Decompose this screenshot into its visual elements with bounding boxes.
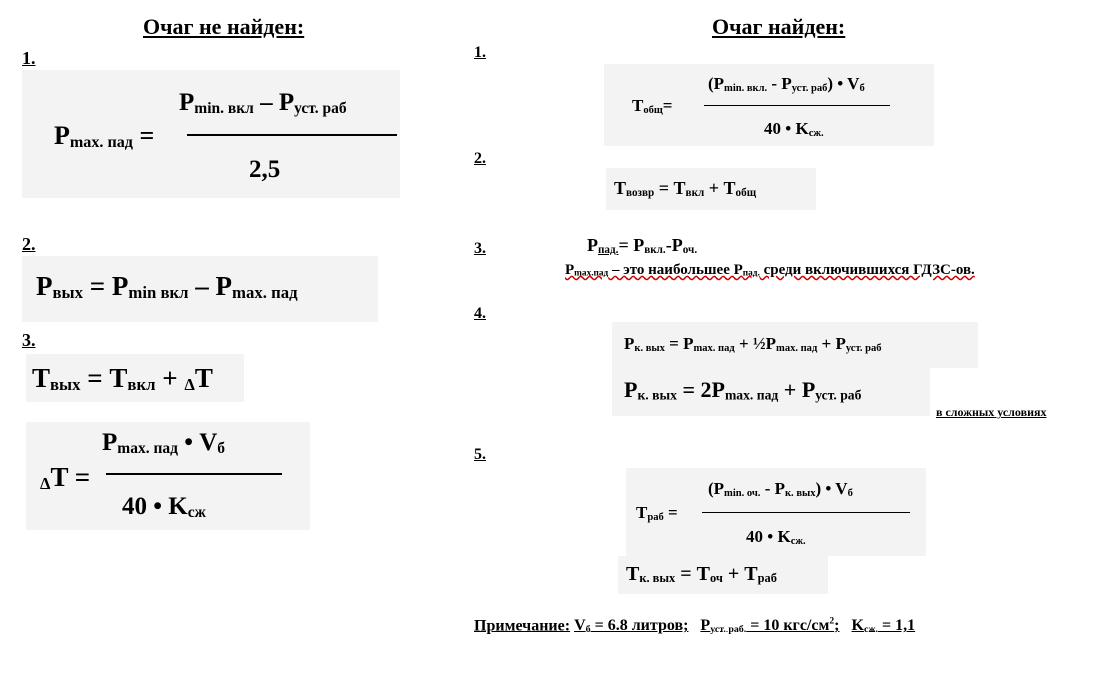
formula-ppad: Pпад.= Pвкл.-Pоч. [587, 235, 698, 256]
right-formula-4b [612, 368, 930, 416]
formula-lhs: Pmax. пад = [54, 121, 155, 151]
right-formula-4a [612, 322, 978, 368]
formula-lhs: Tраб = [636, 503, 678, 523]
right-formula-5 [626, 468, 926, 556]
fraction-line [106, 473, 282, 475]
formula-denominator: 2,5 [249, 156, 281, 183]
fraction-line [187, 134, 397, 136]
footnote-pust: Pуст. раб. = 10 кгс/$см^2$; [700, 616, 840, 636]
right-item-number-5: 5. [474, 446, 486, 463]
formula-pvyh: Pвых = Pmin вкл – Pmax. пад [36, 271, 298, 302]
formula-tvyh: Tвых = Tвкл + ΔT [32, 363, 213, 394]
footnote-label: Примечание: [474, 617, 571, 635]
formula-numerator: Pmin. вкл – Pуст. раб [179, 89, 347, 117]
left-heading: Очаг не найден: [143, 14, 305, 39]
formula-tkvyh: Tк. вых = Tоч + Tраб [626, 563, 777, 586]
complex-conditions-note: в сложных условиях [936, 405, 1047, 419]
formula-lhs: Tобщ= [632, 96, 673, 116]
formula-pkvyh-1: Pк. вых = Pmax. пад + ½Pmax. пад + Pуст. раб [624, 334, 882, 354]
formula-numerator: (Pmin. вкл. - Pуст. раб) • Vб [708, 74, 865, 94]
left-formula-3 [26, 354, 244, 402]
formula-denominator: 40 • Kсж. [746, 527, 806, 547]
right-heading: Очаг найден: [712, 14, 846, 39]
right-item-number-3: 3. [474, 240, 486, 257]
formula-numerator: Pmax. пад • Vб [102, 429, 226, 457]
footnote [474, 616, 915, 635]
right-item-number-1: 1. [474, 44, 486, 61]
formula-denominator: 40 • Kсж. [764, 119, 824, 139]
left-formula-4 [26, 422, 310, 530]
right-formula-2 [606, 168, 816, 210]
formula-lhs: ΔT = [40, 462, 91, 493]
left-item-number-3: 3. [22, 330, 36, 350]
fraction-line [702, 512, 910, 513]
left-item-number-2: 2. [22, 234, 36, 254]
right-item-number-4: 4. [474, 305, 486, 322]
right-formula-5b [618, 556, 828, 594]
left-formula-2 [22, 256, 378, 322]
ppad-note: Pmax.пад – это наибольшее Pпад. среди включившихся ГДЗС-ов. [565, 262, 975, 279]
left-formula-1 [22, 70, 400, 198]
right-formula-1 [604, 64, 934, 146]
footnote-ksz: Kсж. = 1,1 [851, 617, 916, 636]
formula-tvozvr: Tвозвр = Tвкл + Tобщ [614, 178, 757, 199]
left-item-number-1: 1. [22, 48, 36, 68]
right-item-number-2: 2. [474, 150, 486, 167]
formula-denominator: 40 • Kсж [122, 493, 206, 521]
fraction-line [704, 105, 890, 106]
footnote-vb: Vб = 6.8 литров; [574, 617, 689, 636]
formula-pkvyh-2: Pк. вых = 2Pmax. пад + Pуст. раб [624, 377, 862, 403]
formula-numerator: (Pmin. оч. - Pк. вых) • Vб [708, 479, 853, 499]
